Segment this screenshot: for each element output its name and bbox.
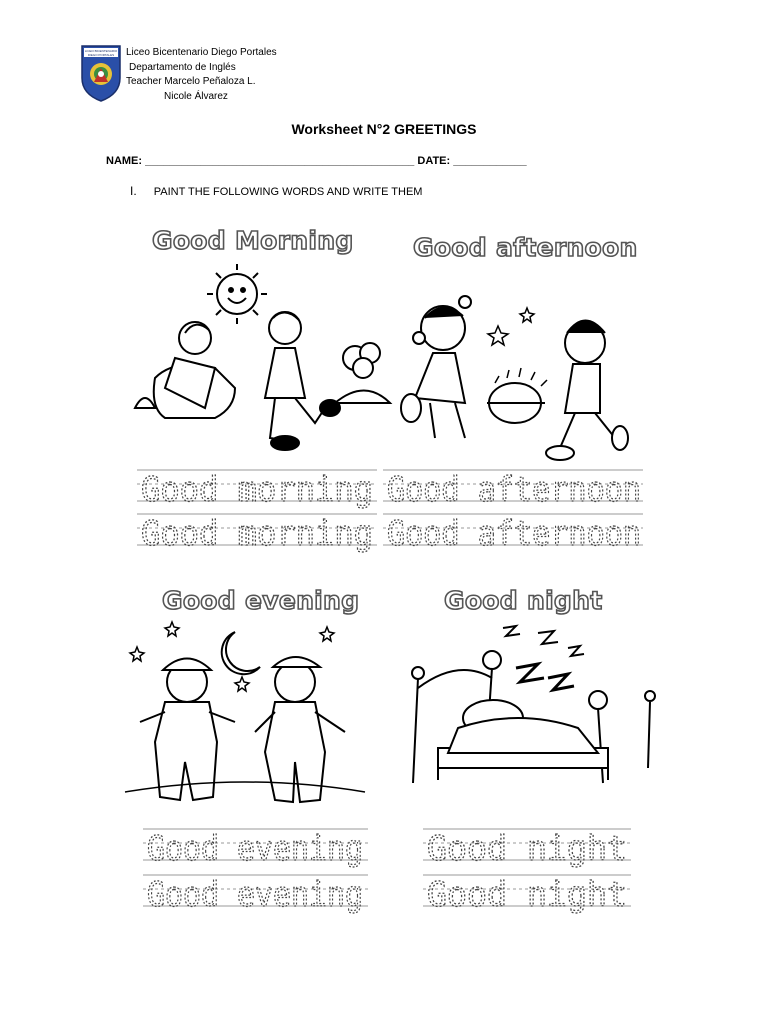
instruction-text: PAINT THE FOLLOWING WORDS AND WRITE THEM [153,186,423,198]
trace-good-night [423,823,633,917]
heading-good-morning: Good Morning [152,226,354,255]
trace-good-evening [143,823,373,917]
evening-illustration-icon [125,622,365,812]
morning-illustration-icon [135,258,395,458]
name-date-row [106,155,527,167]
trace-line-2: Good night [427,875,627,915]
name-field[interactable]: ____________________________________________ [145,155,415,167]
trace-line-2: Good evening [147,875,363,915]
school-name: Liceo Bicentenario Diego Portales [126,47,277,58]
name-label: NAME: [106,155,143,167]
department-name: Departamento de Inglés [129,61,236,73]
school-logo-icon [80,44,122,102]
trace-line-1: Good afternoon [387,470,641,510]
date-field[interactable]: ____________ [453,155,527,167]
heading-good-afternoon: Good afternoon [413,233,638,262]
svg-text:LICEO BICENTENARIO: LICEO BICENTENARIO [84,49,118,53]
trace-line-1: Good morning [141,470,373,510]
heading-good-night: Good night [444,586,603,615]
trace-line-1: Good evening [147,829,363,869]
night-illustration-icon [398,618,658,798]
teacher-name: Teacher Marcelo Peñaloza L. [126,76,256,87]
header-block [126,46,277,104]
trace-good-morning [137,464,387,554]
svg-text:DIEGO PORTALES: DIEGO PORTALES [87,53,115,57]
heading-good-evening: Good evening [162,586,360,615]
worksheet-title: Worksheet N°2 GREETINGS [291,121,477,137]
trace-line-1: Good night [427,829,627,869]
trace-good-afternoon [383,464,645,554]
instruction [130,184,422,198]
student-name: Nicole Álvarez [164,90,228,102]
instruction-number: I. [130,184,137,198]
afternoon-illustration-icon [395,288,635,468]
date-label: DATE: [417,155,451,167]
trace-line-2: Good afternoon [387,514,641,554]
trace-line-2: Good morning [141,514,373,554]
